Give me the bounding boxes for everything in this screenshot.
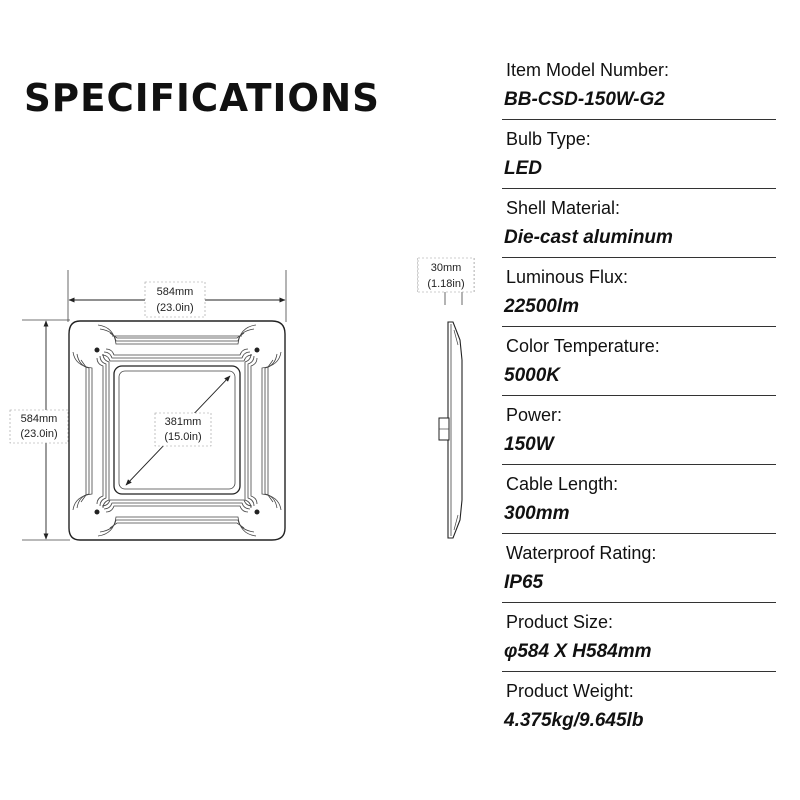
spec-label: Color Temperature: <box>506 336 660 356</box>
width-mm-label: 584mm <box>156 286 194 298</box>
spec-label: Power: <box>506 405 563 425</box>
spec-label: Waterproof Rating: <box>506 543 657 563</box>
spec-label: Item Model Number: <box>506 60 670 80</box>
spec-value: 22500lm <box>504 296 580 317</box>
spec-value: Die-cast aluminum <box>504 227 673 248</box>
height-mm-label: 584mm <box>20 413 58 425</box>
inner-in-label: (15.0in) <box>164 431 202 443</box>
spec-label: Shell Material: <box>506 198 621 218</box>
spec-value: φ584 X H584mm <box>504 641 652 662</box>
front-view-drawing <box>10 270 286 540</box>
spec-value: IP65 <box>504 572 544 593</box>
inner-mm-label: 381mm <box>164 416 202 428</box>
depth-mm-label: 30mm <box>430 262 462 274</box>
spec-label: Bulb Type: <box>506 129 591 149</box>
spec-value: 150W <box>504 434 554 455</box>
width-in-label: (23.0in) <box>156 302 194 314</box>
spec-label: Cable Length: <box>506 474 619 494</box>
page-title: SPECIFICATIONS <box>24 76 380 120</box>
depth-in-label: (1.18in) <box>427 278 465 290</box>
spec-value: 300mm <box>504 503 570 524</box>
side-view-drawing <box>418 258 474 538</box>
height-in-label: (23.0in) <box>20 428 58 440</box>
spec-value: 5000K <box>504 365 560 386</box>
spec-value: LED <box>504 158 542 179</box>
spec-value: 4.375kg/9.645lb <box>504 710 644 731</box>
spec-label: Product Weight: <box>506 681 634 701</box>
spec-label: Product Size: <box>506 612 614 632</box>
spec-value: BB-CSD-150W-G2 <box>504 89 665 110</box>
spec-label: Luminous Flux: <box>506 267 629 287</box>
